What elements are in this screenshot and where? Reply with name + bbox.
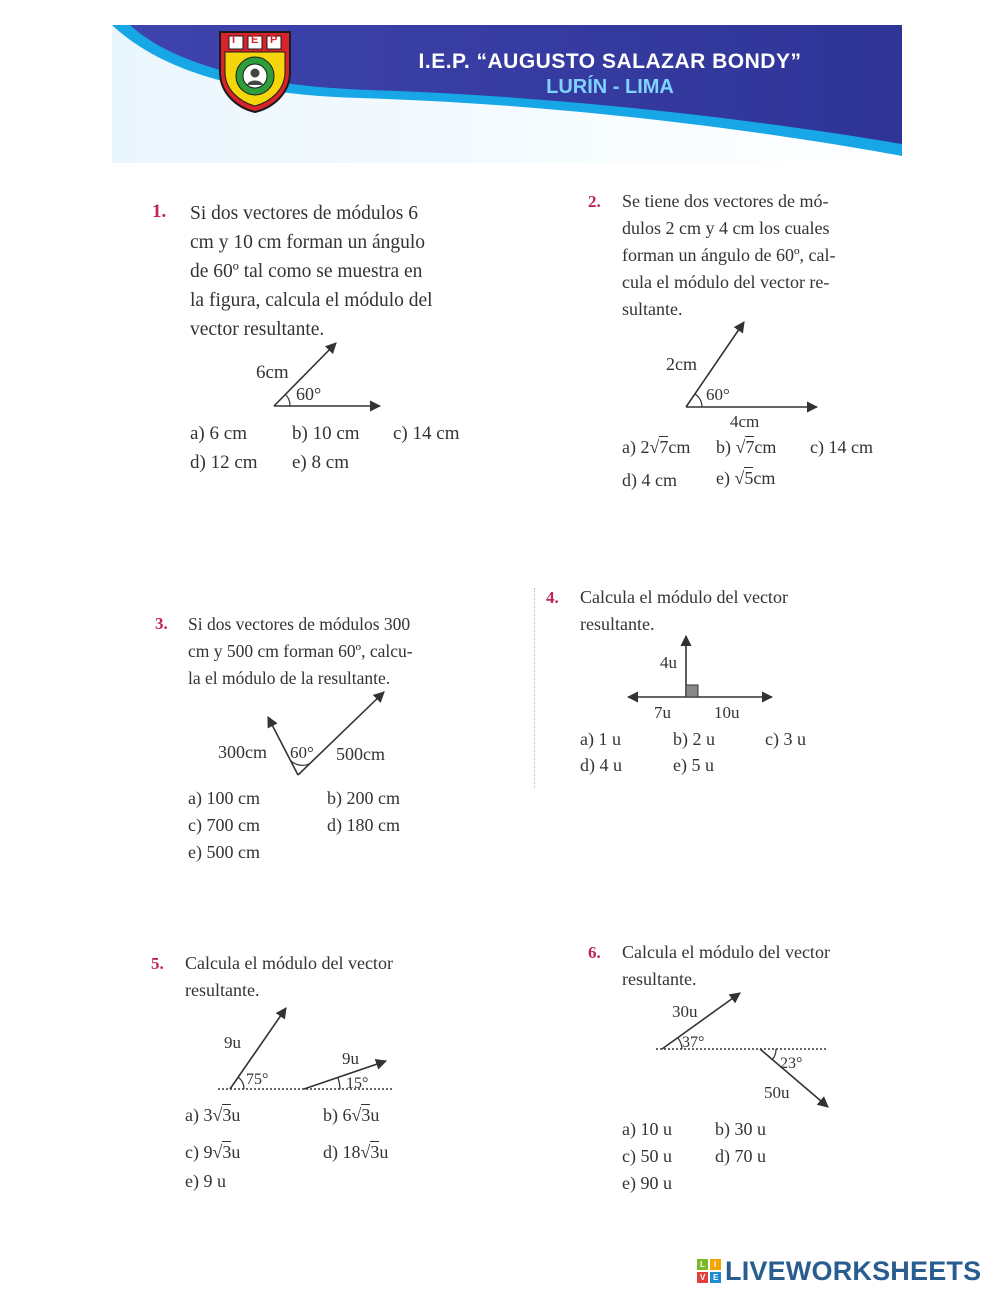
option-b[interactable]: b) 200 cm [327,788,400,808]
option-e-letter: e) [716,468,730,488]
statement-line: la figura, calcula el módulo del [190,290,433,311]
figure-label: 15° [346,1075,369,1092]
problem-2-figure [662,318,827,430]
option-e[interactable]: e) 500 cm [188,842,260,862]
sqrt-icon: √ [212,1142,223,1162]
option-d-coef: d) 18 [323,1142,361,1162]
figure-label: 500cm [336,744,385,764]
logo-icon-letter: I [714,1260,717,1269]
figure-label: 60° [290,743,314,762]
option-b-coef: b) 6 [323,1105,352,1125]
option-d-unit: u [379,1142,389,1162]
sqrt-icon: √ [212,1105,223,1125]
statement-line: de 60º tal como se muestra en [190,261,423,282]
option-d[interactable] [323,1142,388,1163]
option-b[interactable]: b) 10 cm [292,423,360,444]
statement-line: vector resultante. [190,319,325,340]
option-a-unit: u [231,1105,241,1125]
option-c[interactable]: c) 700 cm [188,815,260,835]
statement-line: Calcula el módulo del vector [185,953,393,973]
option-c-coef: c) 9 [185,1142,213,1162]
option-e[interactable]: e) 5 u [673,755,714,775]
statement-line: resultante. [580,614,655,634]
option-a-radicand: 7 [659,437,669,457]
logo-icon-letter: E [713,1273,719,1282]
figure-label: 37° [682,1034,705,1051]
sqrt-icon: √ [360,1142,371,1162]
figure-label: 2cm [666,354,697,374]
option-d-radicand: 3 [370,1142,380,1162]
sqrt-icon: √ [649,437,660,457]
problem-4-number: 4. [546,588,559,607]
problem-1-statement [190,199,433,344]
problem-5-number: 5. [151,954,164,973]
option-c-radicand: 3 [222,1142,232,1162]
figure-label: 60° [296,384,322,404]
figure-label: 6cm [256,362,289,383]
figure-label: 4u [660,653,677,672]
option-b[interactable] [716,437,776,458]
problem-5-figure [216,1004,396,1096]
statement-line: resultante. [185,980,260,1000]
school-location: LURÍN - LIMA [546,76,674,98]
problem-3-number: 3. [155,614,168,633]
option-e-radicand: 5 [744,468,754,488]
problem-2-number: 2. [588,192,601,211]
problem-1-figure [250,338,390,414]
option-c[interactable]: c) 3 u [765,729,806,749]
option-e[interactable]: e) 8 cm [292,452,349,473]
sqrt-icon: √ [351,1105,362,1125]
option-a[interactable]: a) 100 cm [188,788,260,808]
option-a[interactable]: a) 6 cm [190,423,247,444]
logo-letter: E [251,34,259,46]
figure-label: 75° [246,1071,269,1088]
option-a[interactable]: a) 10 u [622,1119,672,1139]
statement-line: la el módulo de la resultante. [188,668,391,688]
statement-line: Si dos vectores de módulos 300 [188,614,411,634]
figure-label: 10u [714,703,740,722]
option-e[interactable] [716,468,775,489]
option-a[interactable]: a) 1 u [580,729,621,749]
statement-line: sultante. [622,299,683,319]
problem-4-statement [580,584,788,638]
option-b-unit: u [370,1105,380,1125]
option-a[interactable] [185,1105,240,1126]
option-b[interactable]: b) 30 u [715,1119,766,1139]
problem-3-statement [188,611,413,692]
problem-4-figure [624,632,780,724]
option-c[interactable]: c) 14 cm [810,437,873,457]
problem-2-statement [622,188,836,323]
option-c[interactable] [185,1142,240,1163]
logo-icon-letter: L [700,1260,705,1269]
figure-label: 23° [780,1055,803,1072]
problem-6-statement [622,939,830,993]
option-b-radicand: 3 [361,1105,371,1125]
logo-icon-letter: V [700,1273,706,1282]
figure-label: 60° [706,385,730,404]
statement-line: resultante. [622,969,697,989]
sqrt-icon: √ [734,468,745,488]
liveworksheets-brand[interactable]: LIVEWORKSHEETS [725,1256,982,1286]
problem-1-number: 1. [152,201,167,222]
option-d[interactable]: d) 12 cm [190,452,258,473]
statement-line: Calcula el módulo del vector [622,942,830,962]
option-b[interactable] [323,1105,379,1126]
problem-3-figure [214,690,414,780]
option-b-unit: cm [754,437,777,457]
option-c-unit: u [231,1142,241,1162]
header-title [300,50,920,99]
option-c[interactable]: c) 50 u [622,1146,672,1166]
option-a[interactable] [622,437,690,458]
option-a-radicand: 3 [222,1105,232,1125]
option-e[interactable]: e) 9 u [185,1171,226,1191]
option-b[interactable]: b) 2 u [673,729,715,749]
statement-line: cm y 500 cm forman 60º, calcu- [188,641,413,661]
figure-label: 50u [764,1083,790,1102]
school-name: I.E.P. “AUGUSTO SALAZAR BONDY” [418,50,802,73]
option-a-unit: cm [668,437,691,457]
option-e[interactable]: e) 90 u [622,1173,672,1193]
statement-line: forman un ángulo de 60º, cal- [622,245,836,265]
statement-line: Se tiene dos vectores de mó- [622,191,829,211]
logo-letter: I [232,34,236,46]
option-a-coef: a) 3 [185,1105,213,1125]
figure-label: 30u [672,1002,698,1021]
option-e-unit: cm [753,468,776,488]
statement-line: dulos 2 cm y 4 cm los cuales [622,218,830,238]
option-a-coef: a) 2 [622,437,650,457]
option-d[interactable]: d) 70 u [715,1146,766,1166]
figure-label: 300cm [218,742,267,762]
figure-label: 9u [342,1049,359,1068]
option-b-radicand: 7 [745,437,755,457]
option-d[interactable]: d) 4 u [580,755,622,775]
option-c[interactable]: c) 14 cm [393,423,460,444]
statement-line: cula el módulo del vector re- [622,272,830,292]
statement-line: cm y 10 cm forman un ángulo [190,232,426,253]
sqrt-icon: √ [735,437,746,457]
figure-label: 7u [654,703,671,722]
option-b-letter: b) [716,437,731,457]
problem-6-figure [652,990,832,1110]
column-divider [534,588,536,788]
option-d[interactable]: d) 180 cm [327,815,400,835]
statement-line: Calcula el módulo del vector [580,587,788,607]
figure-label: 9u [224,1033,241,1052]
figure-label: 4cm [730,412,760,430]
problem-5-statement [185,950,393,1004]
logo-letter: P [270,34,278,46]
statement-line: Si dos vectores de módulos 6 [190,203,419,224]
problem-6-number: 6. [588,943,601,962]
option-d[interactable]: d) 4 cm [622,470,677,490]
